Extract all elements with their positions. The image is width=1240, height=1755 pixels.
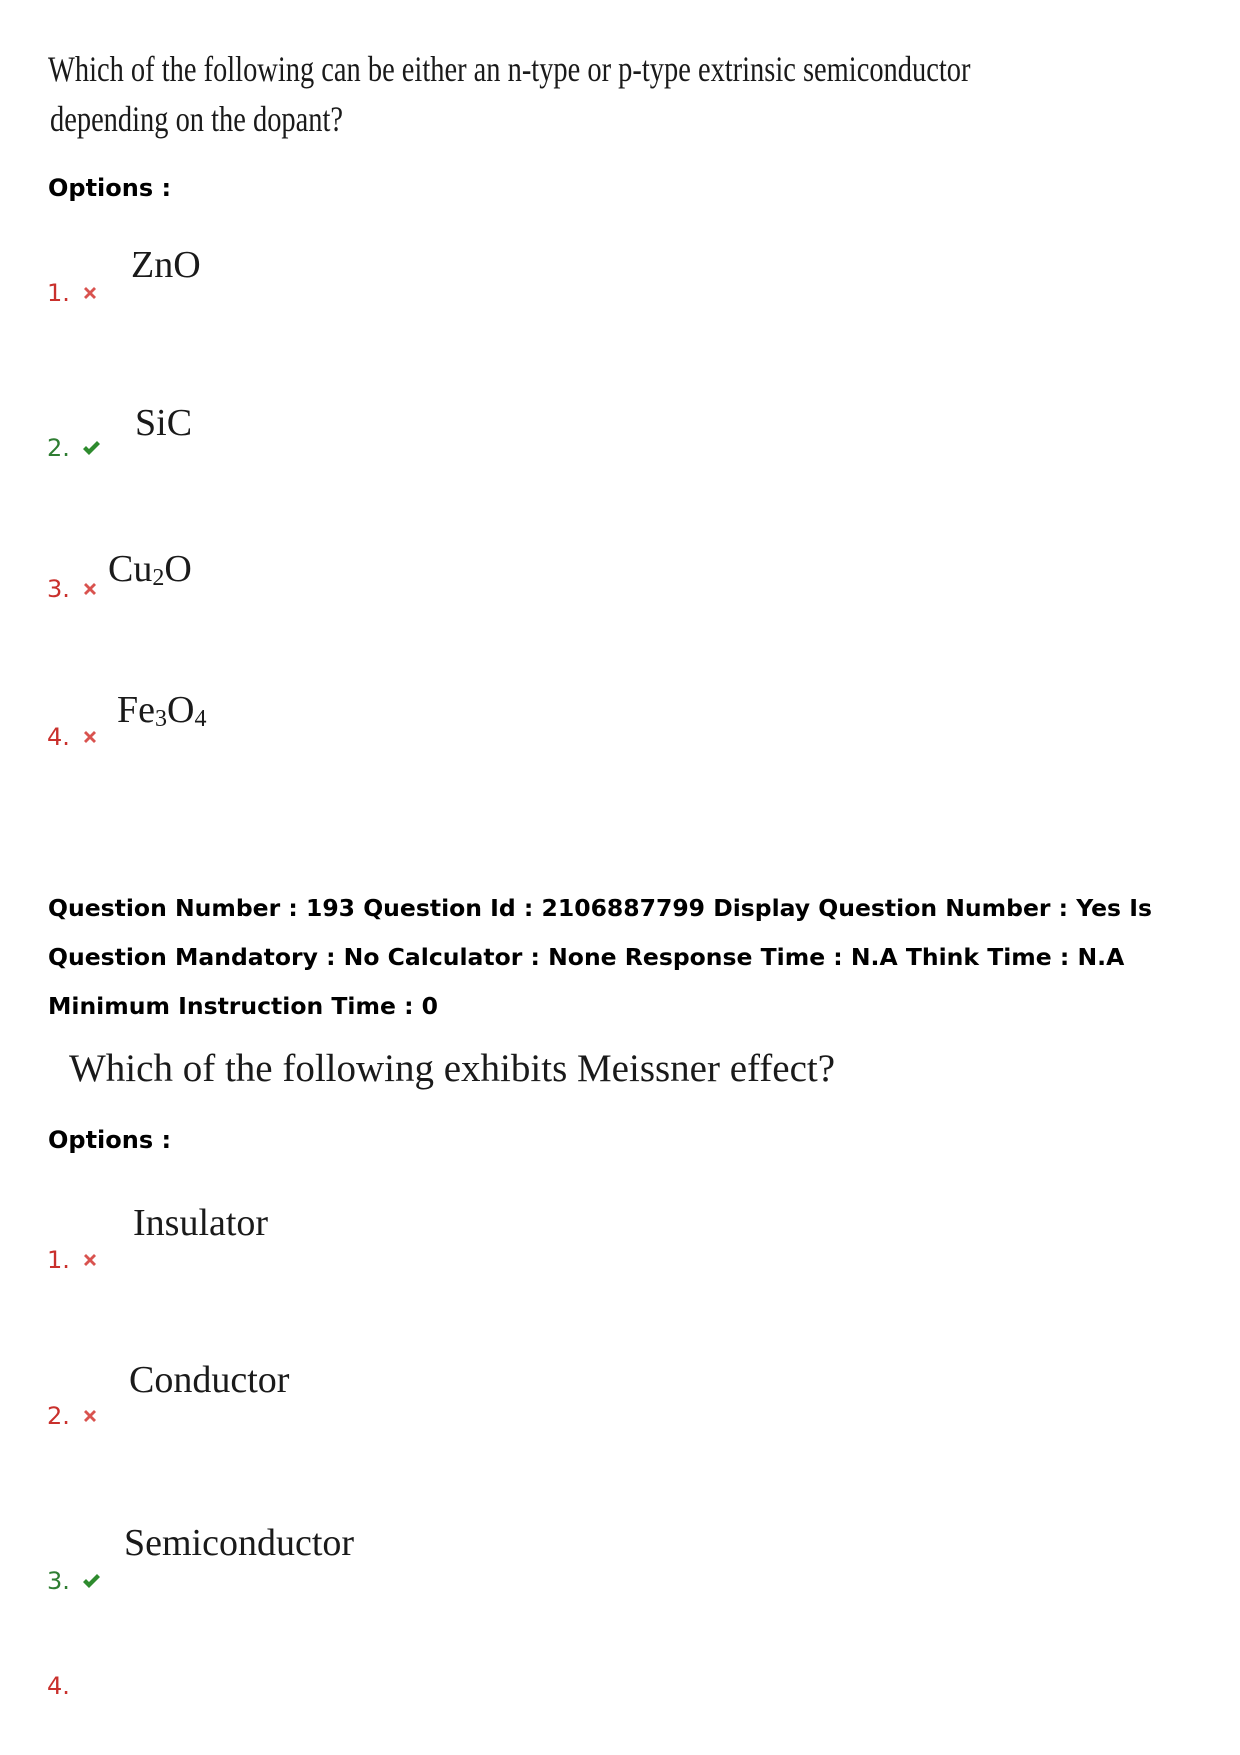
cross-icon	[80, 579, 100, 599]
question-meta: Question Number : 193 Question Id : 2106887799 Display Question Number : Yes Is Question Mandatory : No Calculator : None Response Time : N.A Think Time : N.A Minimum Instruction Time : 0	[48, 894, 1152, 1020]
option-4-number: 4.	[47, 723, 70, 751]
formula-subscript: 3	[155, 706, 167, 732]
option-1-number: 1.	[47, 279, 70, 307]
option-1-number: 1.	[47, 1246, 70, 1274]
cross-icon	[80, 1250, 100, 1270]
cross-icon	[80, 1406, 100, 1426]
option-3	[47, 575, 100, 603]
option-2-text: SiC	[135, 402, 193, 444]
formula-part: Fe	[117, 689, 155, 731]
formula-part: O	[167, 689, 195, 731]
formula-subscript: 2	[152, 565, 165, 591]
option-3-number: 3.	[47, 575, 70, 603]
cross-icon	[80, 283, 100, 303]
check-icon	[80, 438, 102, 458]
option-1	[47, 1246, 100, 1274]
option-1-text: ZnO	[131, 244, 201, 286]
option-4-text	[117, 688, 206, 732]
option-4-number: 4.	[47, 1672, 70, 1700]
options-label: Options :	[48, 1126, 172, 1154]
question-text: Which of the following exhibits Meissner effect?	[69, 1047, 836, 1090]
cross-icon	[80, 727, 100, 747]
option-3-text: Semiconductor	[124, 1522, 355, 1564]
options-label: Options :	[48, 174, 172, 202]
option-2	[47, 434, 102, 462]
question-text-line-2: depending on the dopant?	[50, 99, 344, 139]
formula-part: O	[164, 548, 192, 590]
check-icon	[80, 1571, 102, 1591]
option-3-text	[108, 547, 192, 591]
question-text-line-1: Which of the following can be either an n-type or p-type extrinsic semiconductor	[48, 49, 971, 89]
option-3-number: 3.	[47, 1567, 70, 1595]
option-1-text: Insulator	[133, 1202, 269, 1244]
option-3	[47, 1567, 102, 1595]
option-4	[47, 723, 100, 751]
option-2-number: 2.	[47, 1402, 70, 1430]
option-1	[47, 279, 100, 307]
formula-subscript: 4	[194, 706, 207, 732]
option-4	[47, 1672, 70, 1700]
option-2-text: Conductor	[129, 1359, 290, 1401]
option-2-number: 2.	[47, 434, 70, 462]
formula-part: Cu	[108, 548, 153, 590]
option-2	[47, 1402, 100, 1430]
